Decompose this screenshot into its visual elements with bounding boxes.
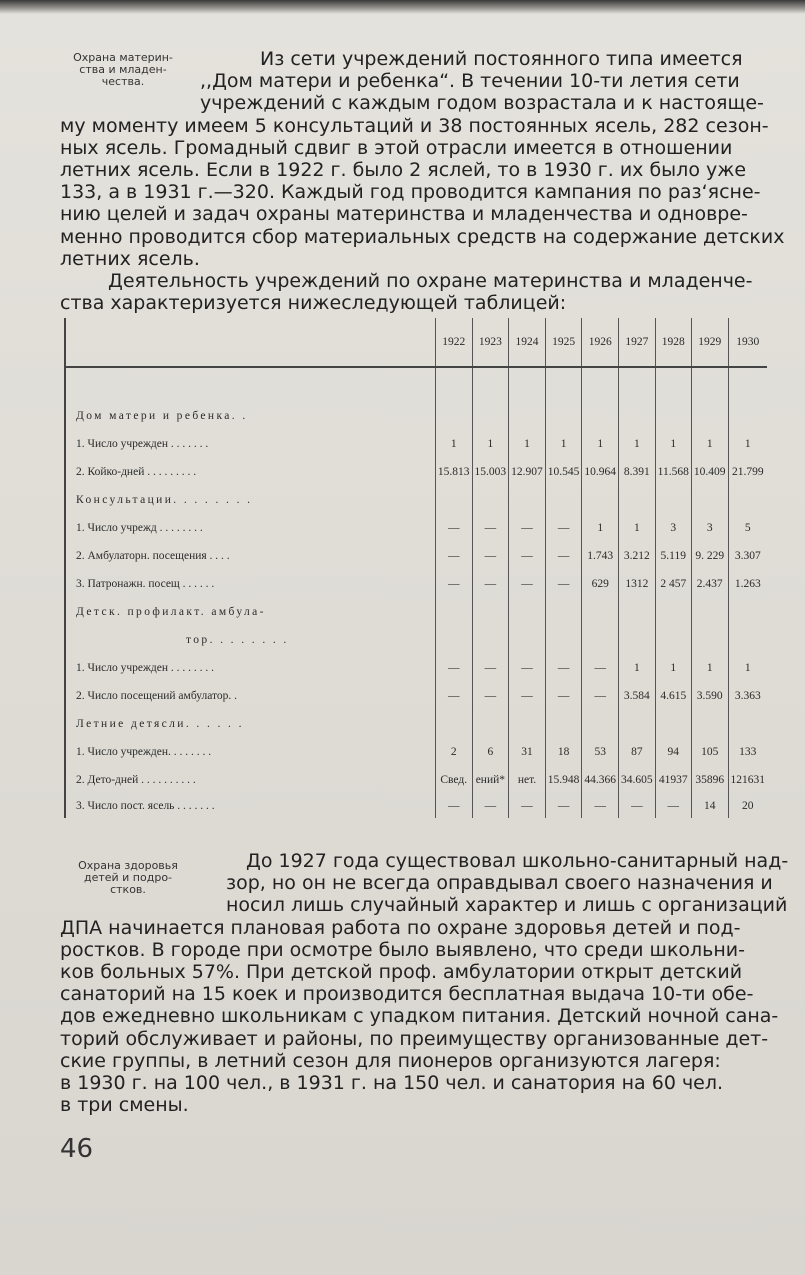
table-cell: 1 <box>655 430 691 458</box>
table-header-year: 1928 <box>655 318 691 367</box>
table-cell <box>582 626 619 654</box>
text-line: ростков. В городе при осмотре было выявлено, что среди школьни- <box>60 938 746 961</box>
table-spacer-row <box>65 367 767 402</box>
table-cell: 6 <box>472 738 509 766</box>
table-cell: 15.948 <box>545 766 582 794</box>
table-cell: 1 <box>509 430 546 458</box>
table-cell: 15.003 <box>472 458 509 486</box>
margin-note-line: стков. <box>110 883 146 896</box>
margin-note-line: Охрана материн- <box>73 51 173 64</box>
row-label: 2. Амбулаторн. посещения . . . . <box>65 542 435 570</box>
table-cell <box>619 626 656 654</box>
table-cell: — <box>582 682 619 710</box>
text-line: ,,Дом матери и ребенка“. В течении 10-ти летия сети <box>200 70 740 93</box>
table-cell <box>582 710 619 738</box>
table-cell: — <box>435 682 472 710</box>
margin-note-line: чества. <box>101 75 145 88</box>
table-cell <box>435 486 472 514</box>
spacer-cell <box>545 367 582 402</box>
table-cell: ений* <box>472 766 509 794</box>
table-cell <box>691 402 728 430</box>
text-line: ков больных 57%. При детской проф. амбулатории открыт детский <box>60 961 743 984</box>
table-cell: 3.307 <box>728 542 767 570</box>
table-cell: — <box>582 654 619 682</box>
table-cell <box>545 486 582 514</box>
table-cell <box>545 598 582 626</box>
table-section-row <box>65 710 767 738</box>
text-line: 133, а в 1931 г.—320. Каждый год проводится кампания по раз‘ясне- <box>60 181 761 204</box>
table-cell: 1 <box>582 514 619 542</box>
table-cell: 4.615 <box>655 682 691 710</box>
table-header-row <box>65 318 767 367</box>
table-cell: 20 <box>728 794 767 818</box>
table-cell: 1 <box>545 430 582 458</box>
table-header-year: 1924 <box>509 318 546 367</box>
table-row <box>65 738 767 766</box>
table-cell <box>472 626 509 654</box>
text-line: Из сети учреждений постоянного типа имеется <box>260 48 743 70</box>
table-cell <box>472 710 509 738</box>
table-cell: 8.391 <box>619 458 656 486</box>
table-cell: — <box>472 794 509 818</box>
row-label: 1. Число учрежден. . . . . . . . <box>65 738 435 766</box>
text-line: дов ежедневно школьникам с упадком питания. Детский ночной сана- <box>60 1005 779 1028</box>
table-cell: 1 <box>691 430 728 458</box>
table-cell: 10.964 <box>582 458 619 486</box>
table-cell: — <box>435 794 472 818</box>
table-cell: — <box>435 542 472 570</box>
table-cell <box>582 402 619 430</box>
text-line: носил лишь случайный характер и лишь с организаций <box>226 894 788 917</box>
table-cell: — <box>435 654 472 682</box>
table-cell: 1 <box>691 654 728 682</box>
table-cell: 12.907 <box>509 458 546 486</box>
row-label: 3. Число пост. ясель . . . . . . . <box>65 794 435 818</box>
table-cell: 2 457 <box>655 570 691 598</box>
spacer-cell <box>509 367 546 402</box>
table-cell <box>691 710 728 738</box>
table-cell <box>619 710 656 738</box>
table-header-label-cell <box>65 318 435 367</box>
text-line: Деятельность учреждений по охране материнства и младенче- <box>108 270 753 293</box>
table-cell: 3 <box>655 514 691 542</box>
table-cell: 629 <box>582 570 619 598</box>
row-label: 1. Число учрежден . . . . . . . <box>65 430 435 458</box>
table-cell: — <box>435 514 472 542</box>
table-cell <box>435 710 472 738</box>
row-label: Летние детясли. . . . . . <box>65 710 435 738</box>
table-cell: — <box>545 514 582 542</box>
table-header-year: 1929 <box>691 318 728 367</box>
text-line: в 1930 г. на 100 чел., в 1931 г. на 150 чел. и санатория на 60 чел. <box>60 1072 724 1095</box>
row-label: 2. Дето-дней . . . . . . . . . . <box>65 766 435 794</box>
table-cell <box>655 402 691 430</box>
text-line: ские группы, в летний сезон для пионеров организуются лагеря: <box>60 1049 721 1072</box>
table-cell: 3 <box>691 514 728 542</box>
table-cell: — <box>545 794 582 818</box>
table-cell: 1 <box>619 430 656 458</box>
table-cell: 11.568 <box>655 458 691 486</box>
table-cell: 3.590 <box>691 682 728 710</box>
table-cell <box>435 402 472 430</box>
spacer-cell <box>728 367 767 402</box>
table-cell <box>691 598 728 626</box>
table-cell: 31 <box>509 738 546 766</box>
table-row <box>65 570 767 598</box>
table-cell: — <box>582 794 619 818</box>
table-section-row <box>65 486 767 514</box>
table-cell: 2.437 <box>691 570 728 598</box>
text-line: ных ясель. Громадный сдвиг в этой отрасли имеется в отношении <box>60 136 733 159</box>
table-cell: — <box>435 570 472 598</box>
table-cell: — <box>509 542 546 570</box>
table-cell: 1 <box>728 430 767 458</box>
table-cell: 35896 <box>691 766 728 794</box>
table-cell: 1 <box>655 654 691 682</box>
row-label: 3. Патронажн. посещ . . . . . . <box>65 570 435 598</box>
page-top-edge <box>0 0 805 14</box>
table-cell <box>582 486 619 514</box>
table-cell <box>691 486 728 514</box>
table-cell: — <box>509 682 546 710</box>
table-cell: 5 <box>728 514 767 542</box>
table-cell: 9. 229 <box>691 542 728 570</box>
table-cell: Свед. <box>435 766 472 794</box>
spacer-cell <box>472 367 509 402</box>
row-label: 1. Число учрежд . . . . . . . . <box>65 514 435 542</box>
spacer-cell <box>582 367 619 402</box>
table-cell: 18 <box>545 738 582 766</box>
text-line: зор, но он не всегда оправдывал своего назначения и <box>226 872 773 895</box>
table-cell: 1 <box>472 430 509 458</box>
table-row <box>65 654 767 682</box>
table-cell: 3.584 <box>619 682 656 710</box>
table-cell: 5.119 <box>655 542 691 570</box>
row-label: 2. Число посещений амбулатор. . <box>65 682 435 710</box>
table-cell <box>655 486 691 514</box>
table-cell: 1.263 <box>728 570 767 598</box>
table-cell: 10.545 <box>545 458 582 486</box>
paragraph-maternity <box>60 48 785 315</box>
table-cell <box>619 598 656 626</box>
table-cell: 3.212 <box>619 542 656 570</box>
table-cell <box>435 626 472 654</box>
table-cell: — <box>509 570 546 598</box>
table-cell <box>728 402 767 430</box>
text-line: в три смены. <box>60 1094 189 1117</box>
table-cell <box>509 598 546 626</box>
table-cell <box>691 626 728 654</box>
table-cell <box>545 626 582 654</box>
table-row <box>65 430 767 458</box>
table-cell: 1 <box>582 430 619 458</box>
table-header-year: 1922 <box>435 318 472 367</box>
spacer-cell <box>691 367 728 402</box>
table-cell: 1312 <box>619 570 656 598</box>
table-cell: — <box>509 794 546 818</box>
table-section-row <box>65 402 767 430</box>
text-line: нию целей и задач охраны материнства и младенчества и одновре- <box>60 203 748 226</box>
table-cell: 3.363 <box>728 682 767 710</box>
text-line: ДПА начинается плановая работа по охране здоровья детей и под- <box>60 916 741 939</box>
text-line: ства характеризуется нижеследующей таблицей: <box>60 292 567 315</box>
table-cell: — <box>472 570 509 598</box>
table-cell <box>655 598 691 626</box>
table-cell: — <box>545 570 582 598</box>
text-line: летних ясель. Если в 1922 г. было 2 яслей, то в 1930 г. их было уже <box>60 159 747 182</box>
spacer-cell <box>65 367 435 402</box>
row-label: Консультации. . . . . . . . <box>65 486 435 514</box>
table-cell: 1 <box>619 514 656 542</box>
table-cell: — <box>545 654 582 682</box>
table-cell <box>509 402 546 430</box>
row-label: Детск. профилакт. амбула- <box>65 598 435 626</box>
table-cell: нет. <box>509 766 546 794</box>
text-line: му моменту имеем 5 консультаций и 38 постоянных ясель, 282 сезон- <box>60 114 769 137</box>
table-cell <box>728 626 767 654</box>
table-cell: 14 <box>691 794 728 818</box>
table-cell: 15.813 <box>435 458 472 486</box>
table-cell: 133 <box>728 738 767 766</box>
text-line: санаторий на 15 коек и производится бесплатная выдача 10-ти обе- <box>60 983 754 1006</box>
paragraph-health <box>60 850 789 1117</box>
table-header-year: 1925 <box>545 318 582 367</box>
margin-note-line: Охрана здоровья <box>78 859 178 872</box>
table-cell: 53 <box>582 738 619 766</box>
margin-note-line: ства и младен- <box>79 63 167 76</box>
text-line: учреждений с каждым годом возрастала и к настояще- <box>200 92 764 115</box>
table-cell <box>619 486 656 514</box>
text-line: летних ясель. <box>60 247 200 270</box>
table-cell <box>582 598 619 626</box>
table-section-row <box>65 598 767 626</box>
table-cell <box>435 598 472 626</box>
table-header-year: 1926 <box>582 318 619 367</box>
table-cell: 94 <box>655 738 691 766</box>
table-cell: — <box>509 514 546 542</box>
table-cell: — <box>655 794 691 818</box>
table-body <box>65 367 767 818</box>
table-cell: — <box>472 514 509 542</box>
text-line: менно проводится сбор материальных средств на содержание детских <box>60 225 785 248</box>
row-label: 2. Койко-дней . . . . . . . . . <box>65 458 435 486</box>
table-cell: — <box>545 682 582 710</box>
text-line: торий обслуживает и районы, по преимуществу организованные дет- <box>60 1027 769 1050</box>
table-cell: — <box>472 682 509 710</box>
table-cell: 10.409 <box>691 458 728 486</box>
table-cell <box>728 486 767 514</box>
table-cell <box>728 598 767 626</box>
table-cell <box>509 710 546 738</box>
table-cell: 1.743 <box>582 542 619 570</box>
table-cell <box>545 710 582 738</box>
table-cell: 1 <box>728 654 767 682</box>
margin-note-line: детей и подро- <box>83 871 173 884</box>
table-cell: — <box>509 654 546 682</box>
table-section-row <box>65 626 767 654</box>
table-cell: 21.799 <box>728 458 767 486</box>
table-cell: 44.366 <box>582 766 619 794</box>
table-cell <box>472 486 509 514</box>
spacer-cell <box>619 367 656 402</box>
table-cell <box>509 486 546 514</box>
table-cell: 41937 <box>655 766 691 794</box>
spacer-cell <box>435 367 472 402</box>
table-cell <box>655 626 691 654</box>
table-header-year: 1927 <box>619 318 656 367</box>
table-header-year: 1930 <box>728 318 767 367</box>
table-cell <box>509 626 546 654</box>
table-cell: 87 <box>619 738 656 766</box>
table-cell: — <box>472 542 509 570</box>
table-row <box>65 458 767 486</box>
row-label: 1. Число учрежден . . . . . . . . <box>65 654 435 682</box>
table-cell: — <box>545 542 582 570</box>
table-header-year: 1923 <box>472 318 509 367</box>
table-cell <box>728 710 767 738</box>
activity-table <box>64 318 767 818</box>
spacer-cell <box>655 367 691 402</box>
table-row <box>65 542 767 570</box>
table-row <box>65 766 767 794</box>
table-row <box>65 514 767 542</box>
text-line: До 1927 года существовал школьно-санитарный над- <box>246 850 789 872</box>
table-row <box>65 794 767 818</box>
table-cell: — <box>619 794 656 818</box>
table-row <box>65 682 767 710</box>
row-label: тор. . . . . . . . <box>65 626 435 654</box>
table-cell <box>472 402 509 430</box>
table-cell: 1 <box>619 654 656 682</box>
table-cell <box>655 710 691 738</box>
table-cell: — <box>472 654 509 682</box>
table-cell: 121631 <box>728 766 767 794</box>
table-cell: 1 <box>435 430 472 458</box>
page-number: 46 <box>60 1134 94 1164</box>
row-label: Дом матери и ребенка. . <box>65 402 435 430</box>
table-cell <box>619 402 656 430</box>
table-cell <box>472 598 509 626</box>
table-cell <box>545 402 582 430</box>
table-cell: 34.605 <box>619 766 656 794</box>
table-cell: 2 <box>435 738 472 766</box>
table-cell: 105 <box>691 738 728 766</box>
